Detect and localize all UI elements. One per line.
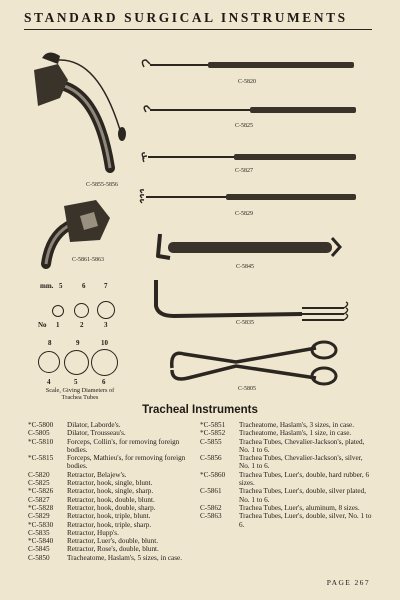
tube-size-ring [38, 351, 60, 373]
catalog-code: *C-5828 [28, 503, 54, 512]
catalog-description: Retractor, Luer's, double, blunt. [67, 537, 159, 546]
figure-label-c5820: C-5820 [238, 79, 256, 85]
scale-no-value: 4 [47, 378, 51, 386]
catalog-entry [28, 537, 198, 545]
scale-mm-value: 5 [59, 282, 63, 290]
retractor-c5827-illustration [138, 150, 360, 164]
catalog-description: Trachea Tubes, Chevalier-Jackson's, plated, No. 1 to 6. [239, 437, 365, 454]
catalog-list-right [200, 421, 372, 529]
catalog-description: Trachea Tubes, Luer's, double, hard rubber, 6 sizes. [239, 470, 370, 488]
catalog-entry [28, 554, 198, 562]
catalog-entry [28, 429, 198, 437]
scale-mm-value: 6 [82, 282, 86, 290]
catalog-entry [28, 438, 198, 455]
catalog-description: Dilator, Trousseau's. [67, 429, 126, 438]
catalog-entry [28, 487, 198, 495]
catalog-code: C-5825 [28, 479, 50, 488]
catalog-description: Forceps, Collin's, for removing foreign bodies. [67, 437, 180, 454]
catalog-description: Dilator, Laborde's. [67, 421, 121, 429]
retractor-c5820-illustration [138, 58, 358, 72]
tube-size-ring [74, 303, 89, 318]
retractor-c5829-illustration [136, 189, 360, 205]
catalog-entry [200, 438, 372, 455]
forceps-c5805-illustration [166, 340, 342, 384]
catalog-description: Trachea Tubes, Luer's, double, silver, No. 1 to 6. [239, 512, 372, 529]
catalog-entry [200, 487, 372, 504]
catalog-entry [28, 471, 198, 479]
catalog-code: C-5805 [28, 429, 50, 438]
catalog-code: *C-5840 [28, 537, 54, 546]
catalog-code: *C-5851 [200, 421, 226, 429]
catalog-entry [28, 521, 198, 529]
tube-size-ring [97, 301, 115, 319]
catalog-entry [28, 529, 198, 537]
page-number: PAGE 267 [326, 578, 370, 587]
catalog-description: Tracheatome, Haslam's, 3 sizes, in case. [239, 421, 354, 429]
retractor-c5845-illustration [152, 232, 348, 262]
catalog-code: *C-5800 [28, 421, 54, 429]
scale-no-label: No [38, 321, 47, 329]
scale-caption-line: Scale, Giving Diameters of [45, 387, 115, 394]
catalog-code: *C-5826 [28, 487, 54, 496]
catalog-description: Retractor, Rose's, double, blunt. [67, 545, 159, 554]
scale-mm-label: mm. [40, 282, 54, 290]
scale-no-value: 1 [56, 321, 60, 329]
figure-label-c5835: C-5835 [236, 320, 254, 326]
catalog-code: C-5835 [28, 528, 50, 537]
tube-size-ring [52, 305, 64, 317]
scale-caption [30, 387, 130, 401]
catalog-code: C-5845 [28, 545, 50, 554]
figure-label-c5827: C-5827 [235, 168, 253, 174]
catalog-entry [200, 421, 372, 429]
scale-mm-value: 7 [104, 282, 108, 290]
catalog-entry [200, 504, 372, 512]
figure-label-c5829: C-5829 [235, 211, 253, 217]
retractor-c5825-illustration [140, 104, 360, 116]
figure-label-tracheal-dilator: C-5861-5863 [72, 257, 104, 263]
catalog-description: Retractor, hook, double, sharp. [67, 503, 156, 512]
catalog-description: Trachea Tubes, Luer's, aluminum, 8 sizes. [239, 503, 360, 512]
catalog-entry [200, 471, 372, 488]
scale-mm-value: 8 [48, 339, 52, 347]
tube-size-ring [91, 349, 118, 376]
catalog-entry [200, 512, 372, 529]
catalog-code: C-5850 [28, 553, 50, 562]
catalog-code: C-5856 [200, 454, 222, 463]
figure-label-c5845: C-5845 [236, 264, 254, 270]
catalog-description: Forceps, Mathieu's, for removing foreign bodies. [67, 454, 186, 471]
catalog-description: Retractor, hook, double, blunt. [67, 495, 155, 504]
catalog-description: Trachea Tubes, Chevalier-Jackson's, silver, No. 1 to 6. [239, 454, 363, 471]
catalog-description: Trachea Tubes, Luer's, double, silver plated, No. 1 to 6. [239, 487, 366, 504]
figure-label-c5805: C-5805 [238, 386, 256, 392]
catalog-code: *C-5810 [28, 437, 54, 446]
tracheotomy-tube-illustration [28, 50, 138, 180]
catalog-entry [28, 504, 198, 512]
scale-no-value: 5 [74, 378, 78, 386]
retractor-c5835-illustration [152, 278, 352, 326]
page-title: STANDARD SURGICAL INSTRUMENTS [24, 10, 348, 25]
catalog-entry [28, 545, 198, 553]
catalog-code: C-5829 [28, 512, 50, 521]
catalog-description: Retractor, Hupp's. [67, 528, 119, 537]
catalog-entry [28, 496, 198, 504]
scale-no-value: 3 [104, 321, 108, 329]
scale-no-value: 6 [102, 378, 106, 386]
catalog-entry [200, 429, 372, 437]
title-rule [24, 29, 372, 30]
figure-label-c5825: C-5825 [235, 123, 253, 129]
catalog-code: C-5862 [200, 503, 222, 512]
figure-label-tracheotomy-tube: C-5855-5856 [86, 182, 118, 188]
catalog-description: Retractor, Belajew's. [67, 470, 127, 479]
catalog-description: Tracheatome, Haslam's, 5 sizes, in case. [67, 553, 182, 562]
scale-caption-line: Trachea Tubes [61, 394, 99, 402]
catalog-code: C-5861 [200, 487, 222, 496]
catalog-description: Retractor, hook, triple, sharp. [67, 520, 152, 529]
catalog-entry [28, 512, 198, 520]
catalog-code: *C-5830 [28, 520, 54, 529]
catalog-code: C-5855 [200, 437, 222, 446]
catalog-list-left [28, 421, 198, 562]
catalog-description: Retractor, hook, triple, blunt. [67, 512, 151, 521]
catalog-code: *C-5815 [28, 454, 54, 463]
catalog-entry [28, 421, 198, 429]
tube-size-ring [64, 350, 89, 375]
scale-mm-value: 10 [101, 339, 108, 347]
catalog-description: Retractor, hook, single, sharp. [67, 487, 154, 496]
catalog-code: *C-5852 [200, 429, 226, 438]
catalog-entry [28, 454, 198, 471]
section-title: Tracheal Instruments [142, 404, 258, 416]
catalog-entry [28, 479, 198, 487]
catalog-description: Tracheatome, Haslam's, 1 size, in case. [239, 429, 352, 438]
catalog-entry [200, 454, 372, 471]
catalog-code: C-5820 [28, 470, 50, 479]
catalog-description: Retractor, hook, single, blunt. [67, 479, 153, 488]
catalog-code: *C-5860 [200, 470, 226, 479]
scale-no-value: 2 [80, 321, 84, 329]
catalog-code: C-5863 [200, 512, 222, 521]
catalog-code: C-5827 [28, 495, 50, 504]
scale-mm-value: 9 [76, 339, 80, 347]
